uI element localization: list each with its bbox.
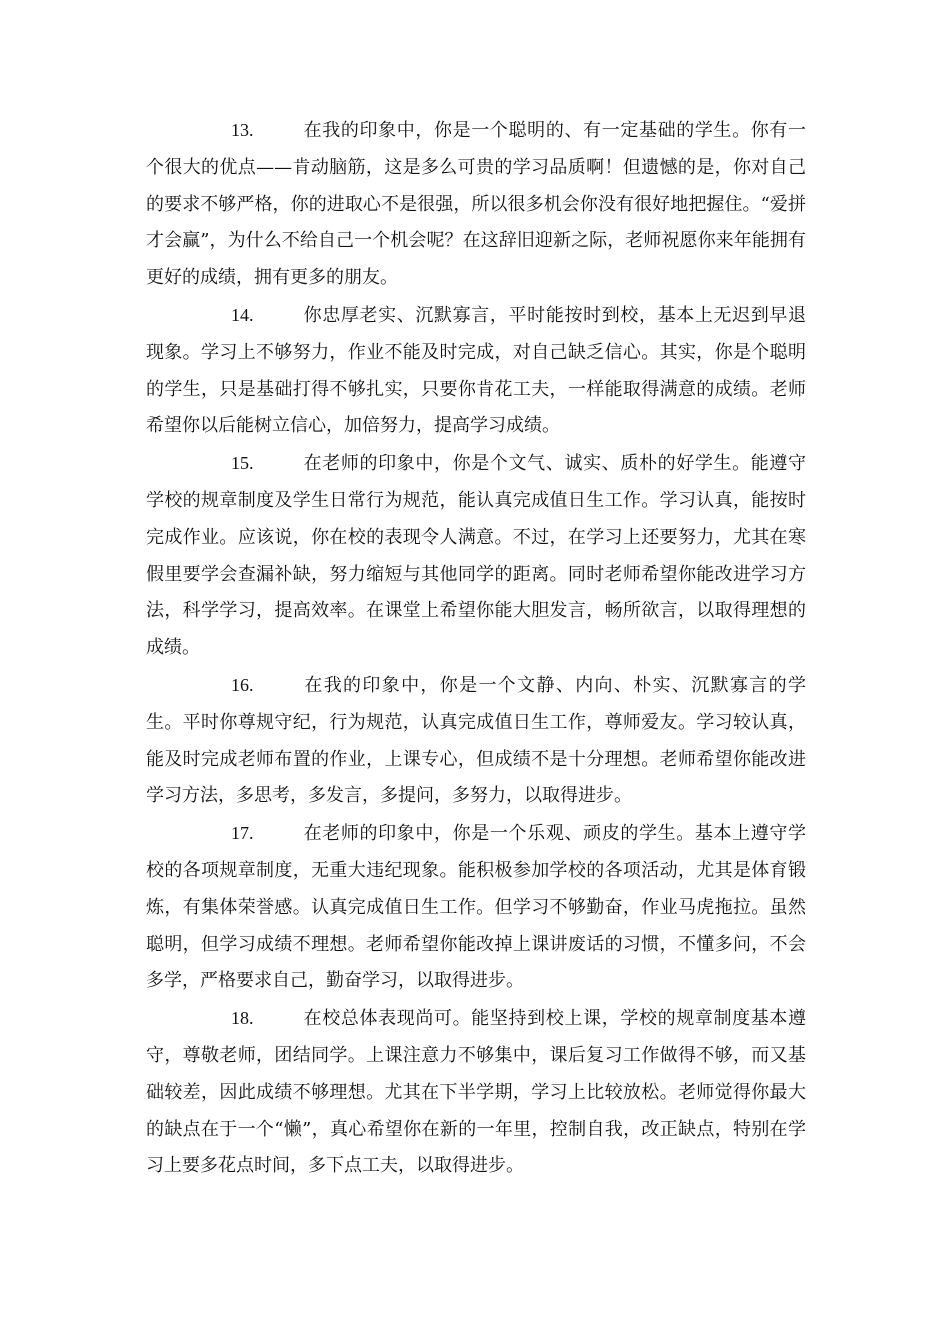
comment-paragraph-14	[146, 297, 806, 445]
paragraph-number: 14.	[231, 304, 254, 325]
document-body	[146, 112, 806, 1185]
paragraph-number: 13.	[231, 120, 254, 140]
comment-paragraph-16	[146, 667, 806, 815]
comment-paragraph-13	[146, 112, 806, 297]
comment-paragraph-18	[146, 1000, 806, 1185]
paragraph-text: 在我的印象中，你是一个文静、内向、朴实、沉默寡言的学生。平时你尊规守纪，行为规范，认真完成值日生工作，尊师爱友。学习较认真，能及时完成老师布置的作业，上课专心，但成绩不是十分理想。老师希望你能改进学习方法，多思考，多发言，多提问，多努力，以取得进步。	[146, 674, 806, 807]
paragraph-number: 16.	[231, 674, 254, 695]
comment-paragraph-17	[146, 815, 806, 1000]
paragraph-text: 在我的印象中，你是一个聪明的、有一定基础的学生。你有一个很大的优点——肯动脑筋，这是多么可贵的学习品质啊！但遗憾的是，你对自己的要求不够严格，你的进取心不是很强，所以很多机会你没有很好地把握住。“爱拼才会赢”，为什么不给自己一个机会呢？在这辞旧迎新之际，老师祝愿你来年能拥有更好的成绩，拥有更多的朋友。	[146, 120, 806, 289]
paragraph-text: 在老师的印象中，你是个文气、诚实、质朴的好学生。能遵守学校的规章制度及学生日常行为规范，能认真完成值日生工作。学习认真，能按时完成作业。应该说，你在校的表现令人满意。不过，在学习上还要努力，尤其在寒假里要学会查漏补缺，努力缩短与其他同学的距离。同时老师希望你能改进学习方法，科学学习，提高效率。在课堂上希望你能大胆发言，畅所欲言，以取得理想的成绩。	[146, 453, 806, 659]
comment-paragraph-15	[146, 445, 806, 667]
paragraph-text: 在校总体表现尚可。能坚持到校上课，学校的规章制度基本遵守，尊敬老师，团结同学。上课注意力不够集中，课后复习工作做得不够，而又基础较差，因此成绩不够理想。尤其在下半学期，学习上比较放松。老师觉得你最大的缺点在于一个“懒”，真心希望你在新的一年里，控制自我，改正缺点，特别在学习上要多花点时间，多下点工夫，以取得进步。	[146, 1008, 806, 1177]
paragraph-number: 18.	[231, 1008, 254, 1029]
paragraph-number: 15.	[231, 453, 254, 474]
paragraph-text: 你忠厚老实、沉默寡言，平时能按时到校，基本上无迟到早退现象。学习上不够努力，作业不能及时完成，对自己缺乏信心。其实，你是个聪明的学生，只是基础打得不够扎实，只要你肯花工夫，一样能取得满意的成绩。老师希望你以后能树立信心，加倍努力，提高学习成绩。	[146, 304, 806, 437]
paragraph-text: 在老师的印象中，你是一个乐观、顽皮的学生。基本上遵守学校的各项规章制度，无重大违纪现象。能积极参加学校的各项活动，尤其是体育锻炼，有集体荣誉感。认真完成值日生工作。但学习不够勤奋，作业马虎拖拉。虽然聪明，但学习成绩不理想。老师希望你能改掉上课讲废话的习惯，不懂多问，不会多学，严格要求自己，勤奋学习，以取得进步。	[146, 823, 806, 992]
paragraph-number: 17.	[231, 823, 254, 844]
